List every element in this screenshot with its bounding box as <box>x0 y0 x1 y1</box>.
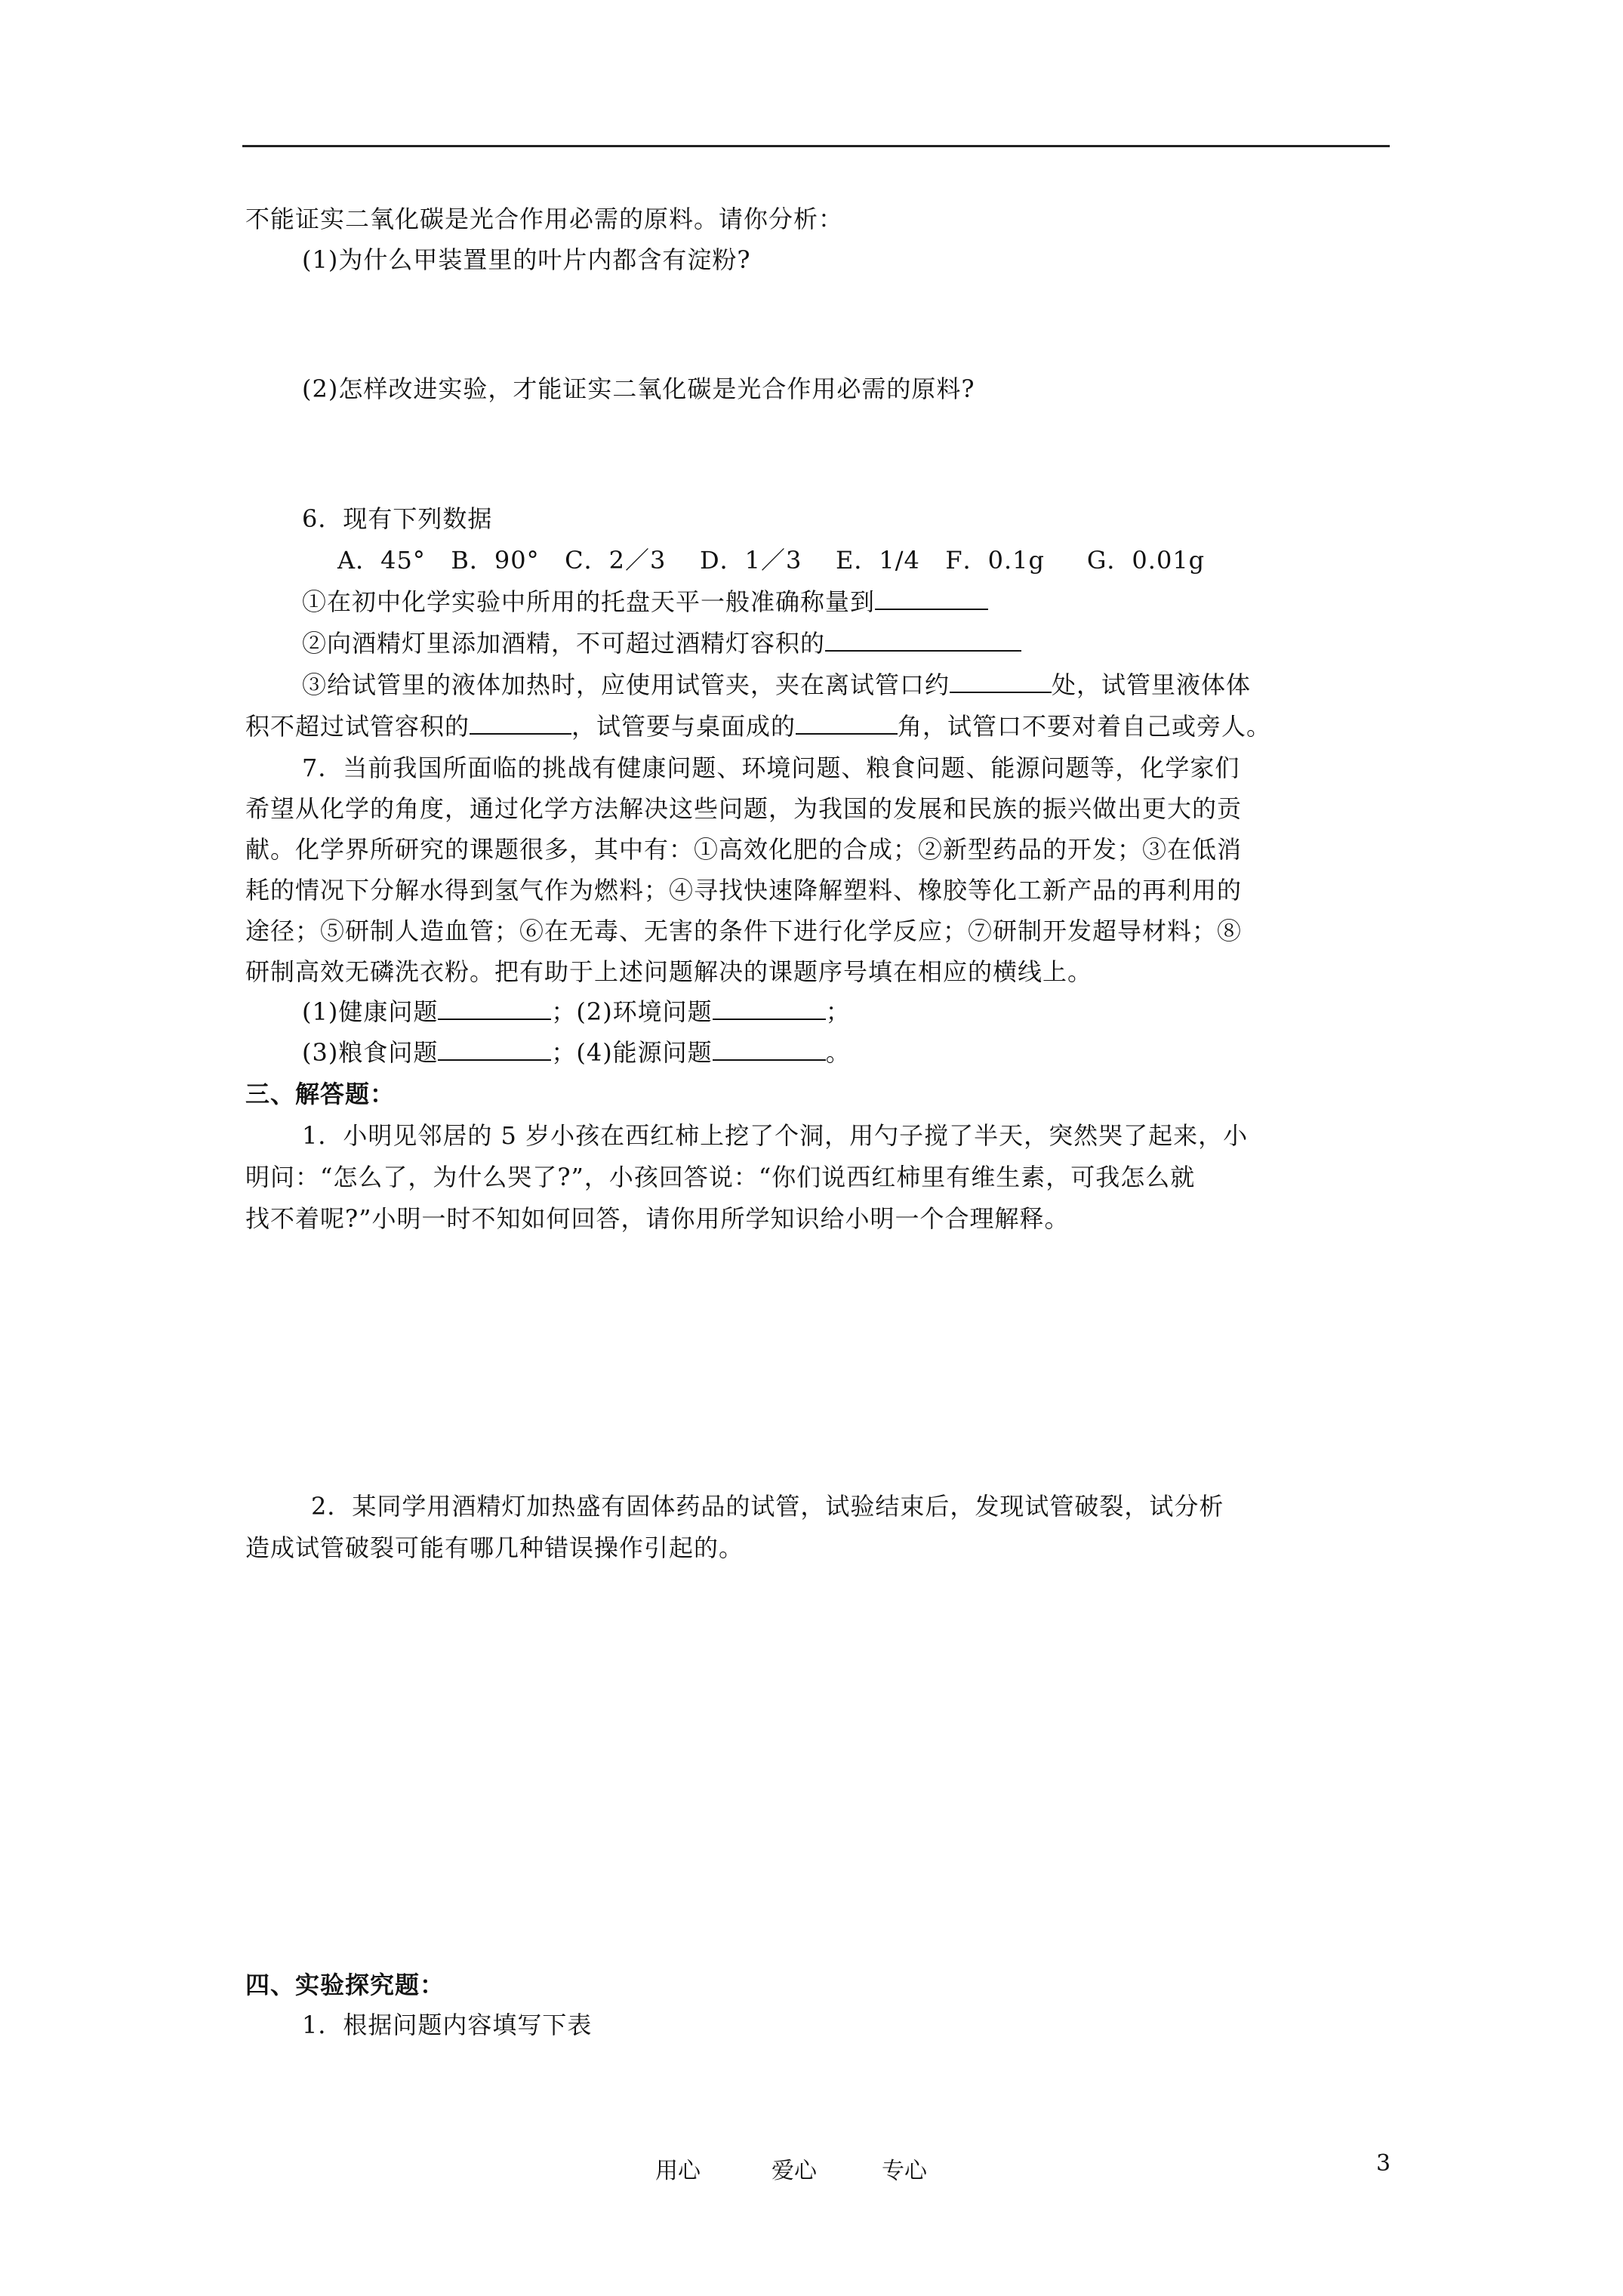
answer-blank[interactable] <box>470 710 571 735</box>
footer-motto: 专心 <box>882 2158 927 2184</box>
answer-blank[interactable] <box>713 1037 826 1061</box>
question-6-item-3: ③给试管里的液体加热时，应使用试管夹，夹在离试管口约 处，试管里液体体 <box>302 670 1252 699</box>
question-7-line: 7．当前我国所面临的挑战有健康问题、环境问题、粮食问题、能源问题等，化学家们 <box>302 754 1240 782</box>
section-3-question-2: 造成试管破裂可能有哪几种错误操作引起的。 <box>245 1533 744 1562</box>
question-7-line: 献。化学界所研究的课题很多，其中有：①高效化肥的合成；②新型药品的开发；③在低消 <box>245 835 1243 864</box>
question-6-item-1: ①在初中化学实验中所用的托盘天平一般准确称量到 <box>302 585 988 618</box>
question-7-line: 研制高效无磷洗衣粉。把有助于上述问题解决的课题序号填在相应的横线上。 <box>245 957 1093 986</box>
section-4-title: 四、实验探究题： <box>245 1971 445 1999</box>
question-6-item-2: ②向酒精灯里添加酒精，不可超过酒精灯容积的 <box>302 627 1021 660</box>
footer-motto: 用心 <box>655 2158 701 2184</box>
section-3-question-1: 明问：“怎么了，为什么哭了?”，小孩回答说：“你们说西红柿里有维生素，可我怎么就 <box>245 1163 1196 1191</box>
question-7-line: 希望从化学的角度，通过化学方法解决这些问题，为我国的发展和民族的振兴做出更大的贡 <box>245 794 1243 823</box>
question-6-title: 6．现有下列数据 <box>302 504 493 533</box>
answer-blank[interactable] <box>950 669 1052 693</box>
question-7-answers-row-2: (3)粮食问题 ；(4)能源问题 。 <box>302 1038 851 1067</box>
paragraph-line: 不能证实二氧化碳是光合作用必需的原料。请你分析： <box>245 205 844 233</box>
question-7-line: 耗的情况下分解水得到氢气作为燃料；④寻找快速降解塑料、橡胶等化工新产品的再利用的 <box>245 876 1243 905</box>
section-3-question-2: 2．某同学用酒精灯加热盛有固体药品的试管，试验结束后，发现试管破裂，试分析 <box>311 1492 1224 1521</box>
question-7-line: 途径；⑤研制人造血管；⑥在无毒、无害的条件下进行化学反应；⑦研制开发超导材料；⑧ <box>245 917 1243 945</box>
section-4-question-1: 1．根据问题内容填写下表 <box>302 2011 593 2039</box>
page-number: 3 <box>1376 2150 1391 2177</box>
section-3-title: 三、解答题： <box>245 1080 396 1108</box>
section-3-question-1: 1．小明见邻居的 5 岁小孩在西红柿上挖了个洞，用勺子搅了半天，突然哭了起来，小 <box>302 1121 1249 1150</box>
question-6-options: A．45° B．90° C．2／3 D．1／3 E．1/4 F．0.1g G．0.01g <box>337 546 1206 575</box>
question-7-answers-row-1: (1)健康问题 ；(2)环境问题 ； <box>302 997 851 1026</box>
answer-blank[interactable] <box>713 996 826 1020</box>
question-5-1: (1)为什么甲装置里的叶片内都含有淀粉? <box>302 245 751 274</box>
answer-blank[interactable] <box>438 996 551 1020</box>
answer-blank[interactable] <box>875 586 988 610</box>
answer-blank[interactable] <box>825 627 1021 652</box>
section-3-question-1: 找不着呢?”小明一时不知如何回答，请你用所学知识给小明一个合理解释。 <box>245 1204 1070 1233</box>
answer-blank[interactable] <box>438 1037 551 1061</box>
question-5-2: (2)怎样改进实验，才能证实二氧化碳是光合作用必需的原料? <box>302 374 975 403</box>
header-rule <box>242 145 1390 147</box>
answer-blank[interactable] <box>796 710 898 735</box>
question-6-item-3-cont: 积不超过试管容积的 ，试管要与桌面成的 角，试管口不要对着自己或旁人。 <box>245 712 1272 741</box>
footer-motto: 爱心 <box>771 2158 817 2184</box>
